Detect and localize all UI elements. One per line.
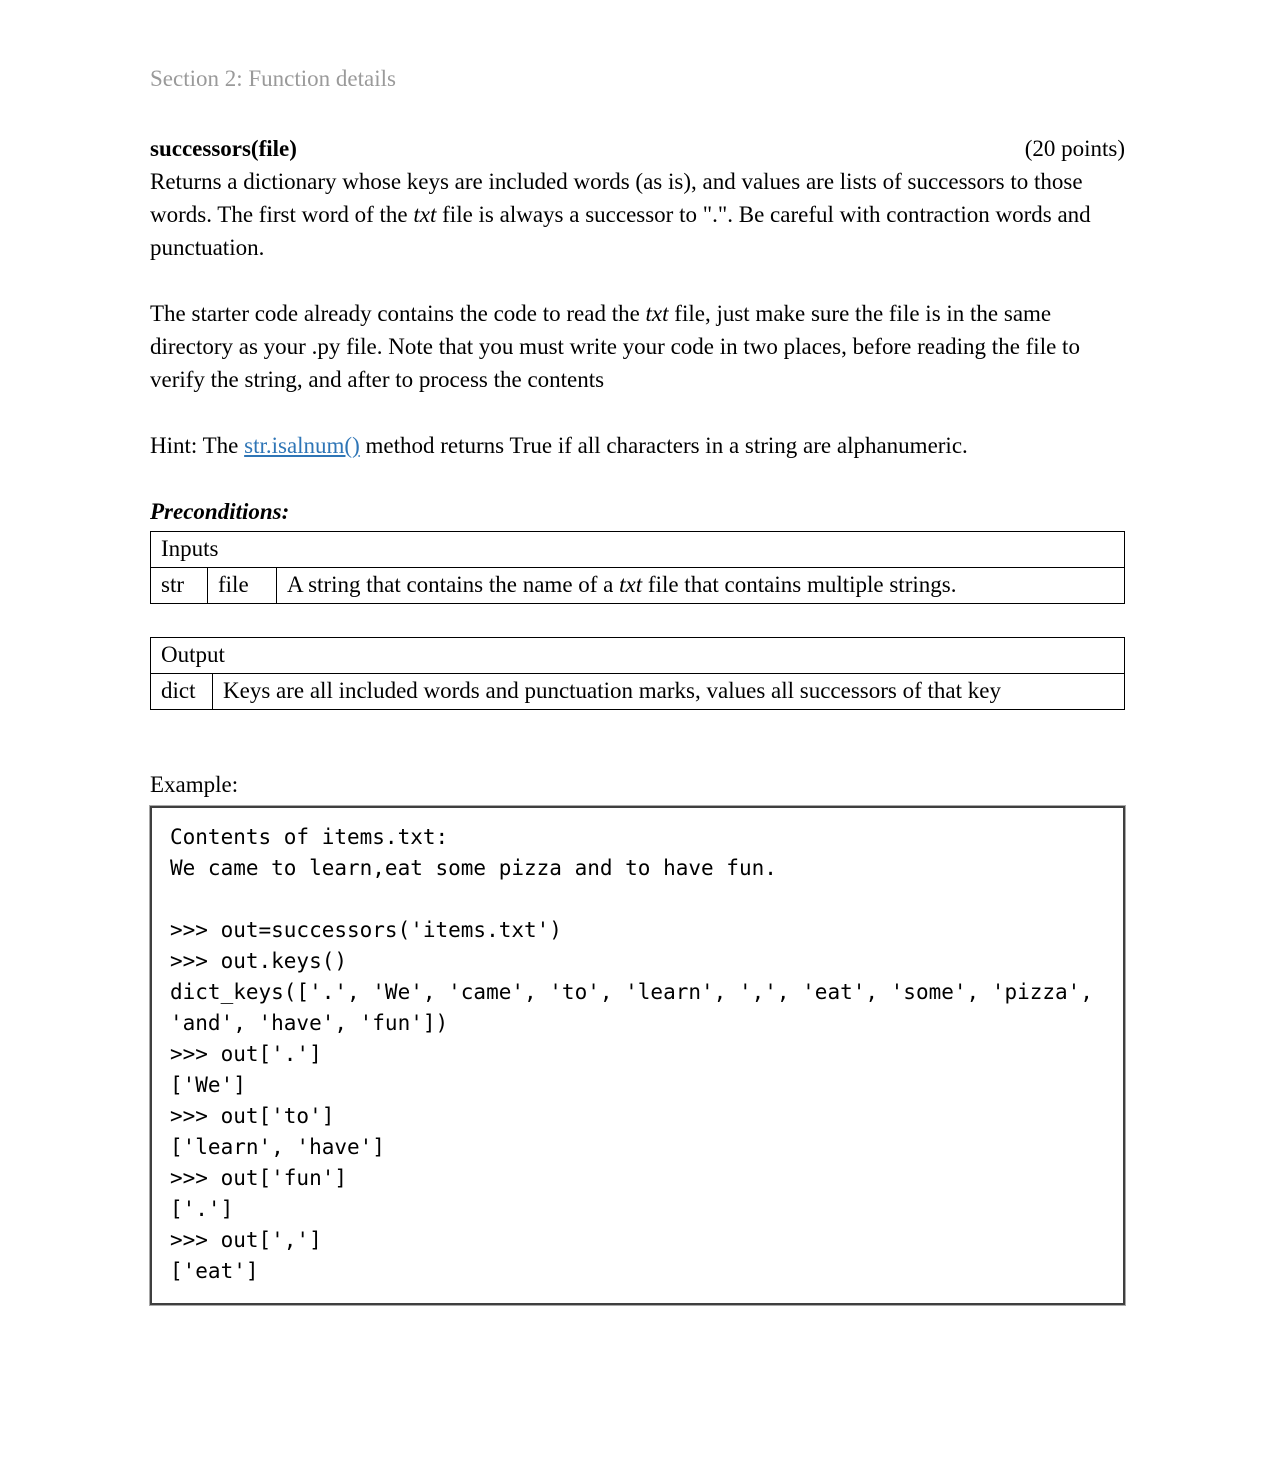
input-desc-italic-word: txt	[619, 572, 643, 597]
str-isalnum-link[interactable]: str.isalnum()	[244, 433, 360, 458]
output-table-header-cell: Output	[151, 638, 1125, 674]
inputs-table-row	[151, 568, 1125, 604]
output-table	[150, 637, 1125, 710]
preconditions-label: Preconditions:	[150, 499, 290, 524]
description-text-prefix: Returns a dictionary whose keys are included words (as is), and values are lists of successors to those words. The first word of the	[150, 169, 1083, 227]
description-paragraph	[150, 165, 1125, 264]
hint-text-suffix: method returns True if all characters in a string are alphanumeric.	[359, 433, 968, 458]
inputs-table-header-cell: Inputs	[151, 532, 1125, 568]
starter-code-paragraph	[150, 297, 1125, 396]
hint-paragraph	[150, 429, 1125, 462]
input-name-cell: file	[208, 568, 277, 604]
description-italic-word: txt	[413, 202, 437, 227]
function-signature: successors(file)	[150, 136, 297, 161]
input-desc-cell	[277, 568, 1125, 604]
output-table-row	[151, 674, 1125, 710]
input-type-cell: str	[151, 568, 208, 604]
starter-italic-word: txt	[645, 301, 669, 326]
example-code-block: Contents of items.txt: We came to learn,eat some pizza and to have fun. >>> out=successors('items.txt') >>> out.keys() dict_keys(['.', 'We', 'came', 'to', 'learn', ',', 'eat', 'some', 'pizza', 'and', 'have', 'fun']) >>> out['.'] ['We'] >>> out['to'] ['learn', 'have'] >>> out['fun'] ['.'] >>> out[','] ['eat']	[150, 806, 1125, 1305]
table-gap	[150, 604, 1125, 637]
output-desc-cell: Keys are all included words and punctuation marks, values all successors of that key	[213, 674, 1125, 710]
output-table-header-row	[151, 638, 1125, 674]
function-points: (20 points)	[1024, 136, 1125, 161]
inputs-table	[150, 531, 1125, 604]
starter-text-suffix: file, just make sure the file is in the same directory as your .py file. Note that you must write your code in two places, before reading the file to verify the string, and after to process the contents	[150, 301, 1080, 392]
input-desc-suffix: file that contains multiple strings.	[642, 572, 957, 597]
input-desc-prefix: A string that contains the name of a	[287, 572, 620, 597]
starter-text-prefix: The starter code already contains the code to read the	[150, 301, 646, 326]
section-header: Section 2: Function details	[150, 66, 396, 91]
example-label: Example:	[150, 772, 239, 797]
description-text-suffix: file is always a successor to ".". Be careful with contraction words and punctuation.	[150, 202, 1091, 260]
inputs-table-header-row	[151, 532, 1125, 568]
function-title-row	[150, 132, 1125, 165]
hint-text-prefix: Hint: The	[150, 433, 245, 458]
output-type-cell: dict	[151, 674, 213, 710]
